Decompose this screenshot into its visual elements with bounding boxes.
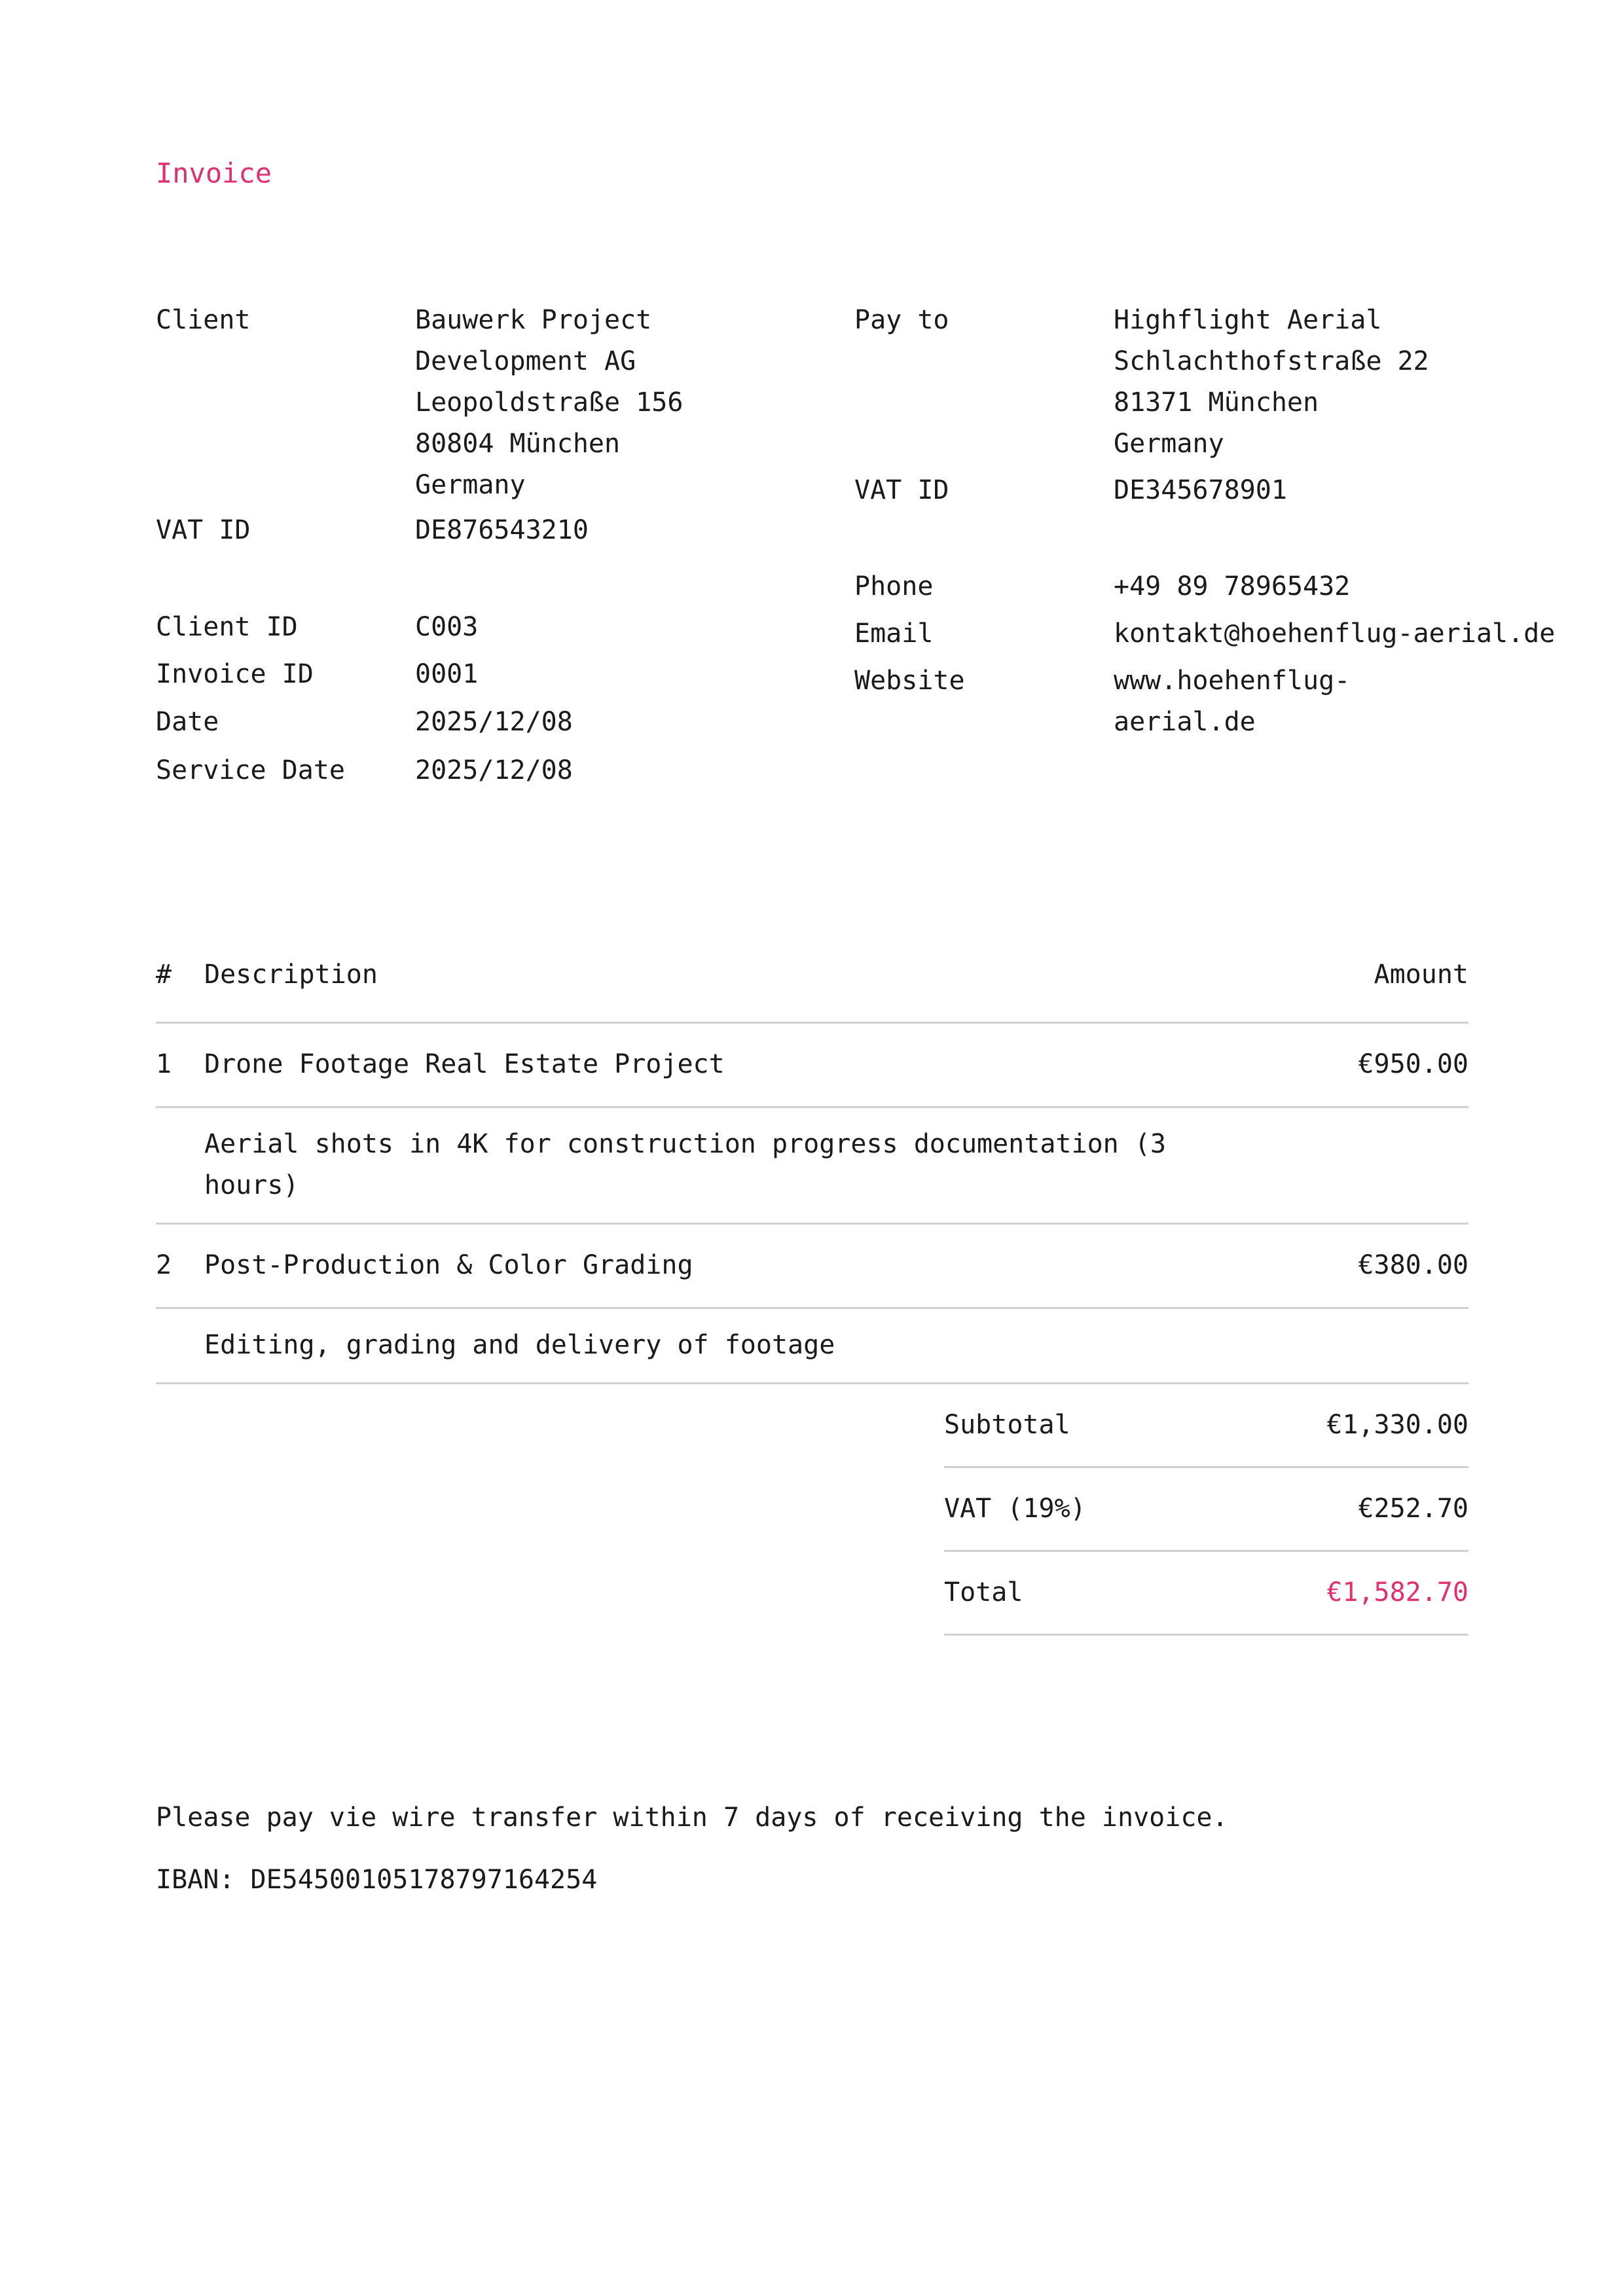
website-line[interactable]: www.hoehenflug- <box>1114 666 1351 696</box>
table-header-divider <box>156 1022 1468 1024</box>
totals-divider <box>944 1466 1468 1468</box>
payto-address-line: Schlachthofstraße 22 <box>1114 346 1429 376</box>
service-date-label: Service Date <box>156 755 345 785</box>
invoice-id-value: 0001 <box>415 659 479 689</box>
invoice-id-label: Invoice ID <box>156 659 314 689</box>
row-num: 2 <box>156 1250 172 1280</box>
client-id-value: C003 <box>415 612 479 642</box>
row-num: 1 <box>156 1049 172 1079</box>
payto-address-line: Germany <box>1114 429 1224 459</box>
subtotal-value: €1,330.00 <box>1326 1410 1468 1440</box>
row-detail: Editing, grading and delivery of footage <box>204 1330 835 1360</box>
row-title: Post-Production & Color Grading <box>204 1250 693 1280</box>
row-divider <box>156 1307 1468 1309</box>
subtotal-label: Subtotal <box>944 1410 1070 1440</box>
payto-address-line: Highflight Aerial <box>1114 305 1382 335</box>
client-address-line: Leopoldstraße 156 <box>415 387 684 418</box>
client-address-line: Germany <box>415 470 526 500</box>
phone-value: +49 89 78965432 <box>1114 571 1351 601</box>
client-address-line: Bauwerk Project <box>415 305 652 335</box>
vat-label: VAT (19%) <box>944 1494 1086 1524</box>
client-id-label: Client ID <box>156 612 298 642</box>
client-address-line: 80804 München <box>415 429 621 459</box>
payto-vat-label: VAT ID <box>854 475 949 505</box>
table-header-amount: Amount <box>1374 960 1468 990</box>
row-detail <box>204 1124 1166 1206</box>
total-label: Total <box>944 1577 1023 1607</box>
client-address-line: Development AG <box>415 346 636 376</box>
row-divider <box>156 1106 1468 1108</box>
table-header-num: # <box>156 960 172 990</box>
invoice-title: Invoice <box>156 157 272 189</box>
table-header-description: Description <box>204 960 378 990</box>
total-value: €1,582.70 <box>1326 1577 1468 1607</box>
row-divider <box>156 1223 1468 1225</box>
website-value[interactable] <box>1114 660 1350 743</box>
payto-vat-value: DE345678901 <box>1114 475 1287 505</box>
row-title: Drone Footage Real Estate Project <box>204 1049 725 1079</box>
row-detail-line: Aerial shots in 4K for construction progress documentation (3 <box>204 1129 1167 1159</box>
client-label: Client <box>156 305 251 335</box>
email-value[interactable]: kontakt@hoehenflug-aerial.de <box>1114 619 1556 649</box>
vat-value: €252.70 <box>1358 1494 1468 1524</box>
email-label: Email <box>854 619 934 649</box>
row-amount: €950.00 <box>1358 1049 1468 1079</box>
totals-divider <box>944 1550 1468 1552</box>
payment-note: Please pay vie wire transfer within 7 days of receiving the invoice. <box>156 1803 1228 1833</box>
date-value: 2025/12/08 <box>415 707 573 737</box>
date-label: Date <box>156 707 219 737</box>
client-vat-value: DE876543210 <box>415 515 589 545</box>
totals-divider <box>944 1634 1468 1636</box>
iban: IBAN: DE54500105178797164254 <box>156 1865 598 1895</box>
website-line[interactable]: aerial.de <box>1114 707 1256 737</box>
client-vat-label: VAT ID <box>156 515 251 545</box>
payto-label: Pay to <box>854 305 949 335</box>
website-label: Website <box>854 666 965 696</box>
row-detail-line: hours) <box>204 1170 299 1200</box>
service-date-value: 2025/12/08 <box>415 755 573 785</box>
row-divider <box>156 1382 1468 1384</box>
client-address <box>415 300 683 506</box>
payto-address-line: 81371 München <box>1114 387 1319 418</box>
phone-label: Phone <box>854 571 934 601</box>
payto-address <box>1114 300 1429 465</box>
row-amount: €380.00 <box>1358 1250 1468 1280</box>
